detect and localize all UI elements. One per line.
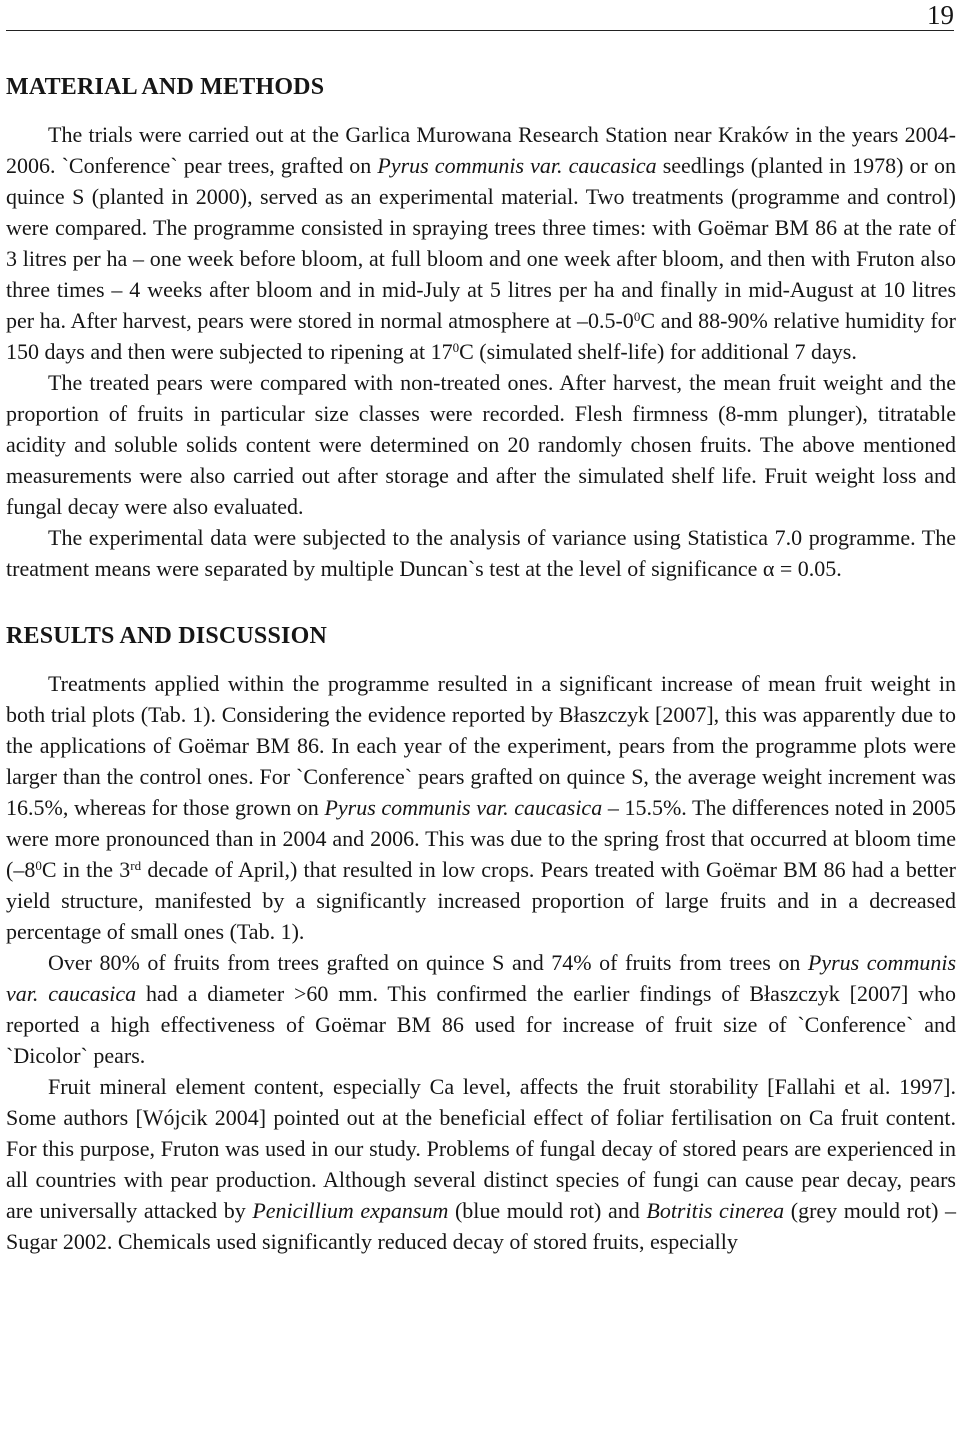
text-run: (grey mould rot) – Sugar 2002. Chemicals used significantly reduced decay of stored fruits, especially <box>6 1198 956 1254</box>
section-heading-results: RESULTS AND DISCUSSION <box>6 623 327 649</box>
species-name: Pyrus communis var. caucasica <box>6 950 957 1006</box>
superscript: 0 <box>452 339 460 355</box>
text-run: C in the 3 <box>41 857 131 882</box>
results-paragraph-1 <box>6 668 956 947</box>
superscript: rd <box>130 857 142 873</box>
header-rule <box>6 30 954 31</box>
text-run: C and 88-90% relative humidity for 150 days and then were subjected to ripening at 17 <box>6 308 956 364</box>
text-run: Fruit mineral element content, especially Ca level, affects the fruit storability [Fallahi et al. 1997]. Some authors [Wójcik 2004] pointed out at the beneficial effect of foliar fertilisation on Ca fruit content. For this purpose, Fruton was used in our study. Problems of fungal decay of stored pears are experienced in all countries with pear production. Although several distinct species of fungi can cause pear decay, pears are universally attacked by <box>6 1074 956 1223</box>
species-name: Botritis cinerea <box>646 1198 785 1223</box>
text-run: seedlings (planted in 1978) or on quince S (planted in 2000), served as an experimental material. Two treatments (programme and control) were compared. The programme consisted in spraying trees three times: with Goëmar BM 86 at the rate of 3 litres per ha – one week before bloom, at full bloom and one week after bloom, and then with Fruton also three times – 4 weeks after bloom and in mid-July at 5 litres per ha and finally in mid-August at 10 litres per ha. After harvest, pears were stored in normal atmosphere at –0.5-0 <box>6 153 956 333</box>
text-run: Over 80% of fruits from trees grafted on quince S and 74% of fruits from trees on <box>48 950 808 975</box>
text-run: had a diameter >60 mm. This confirmed the earlier findings of Błaszczyk [2007] who reported a high effectiveness of Goëmar BM 86 used for increase of fruit size of `Conference` and `Dicolor` pears. <box>6 981 956 1068</box>
methods-paragraph-2: The treated pears were compared with non-treated ones. After harvest, the mean fruit weight and the proportion of fruits in particular size classes were recorded. Flesh firmness (8-mm plunger), titratable acidity and soluble solids content were determined on 20 randomly chosen fruits. The above mentioned measurements were also carried out after storage and after the simulated shelf life. Fruit weight loss and fungal decay were also evaluated. <box>6 370 956 519</box>
page-body <box>6 70 956 1257</box>
superscript: 0 <box>35 857 42 873</box>
superscript: 0 <box>633 308 641 324</box>
text-run: (blue mould rot) and <box>448 1198 647 1223</box>
page-number: 19 <box>927 0 954 30</box>
methods-paragraph-3: The experimental data were subjected to the analysis of variance using Statistica 7.0 programme. The treatment means were separated by multiple Duncan`s test at the level of significance α = 0.05. <box>6 525 956 581</box>
species-name: Pyrus communis var. caucasica <box>324 795 603 820</box>
species-name: Penicillium expansum <box>252 1198 449 1223</box>
section-heading-methods: MATERIAL AND METHODS <box>6 74 325 100</box>
methods-paragraph-1 <box>6 119 956 367</box>
text-run: The trials were carried out at the Garlica Murowana Research Station near Kraków in the years 2004-2006. `Conference` pear trees, grafted on <box>6 122 956 178</box>
results-paragraph-3 <box>6 1071 956 1257</box>
species-name: Pyrus communis var. caucasica <box>377 153 657 178</box>
text-run: Treatments applied within the programme resulted in a significant increase of mean fruit weight in both trial plots (Tab. 1). Considering the evidence reported by Błaszczyk [2007], this was apparently due to the applications of Goëmar BM 86. In each year of the experiment, pears from the programme plots were larger than the control ones. For `Conference` pears grafted on quince S, the average weight increment was 16.5%, whereas for those grown on <box>6 671 956 820</box>
text-run: decade of April,) that resulted in low crops. Pears treated with Goëmar BM 86 had a better yield structure, manifested by a significantly increased proportion of large fruits and in a decreased percentage of small ones (Tab. 1). <box>6 857 956 944</box>
text-run: – 15.5%. The differences noted in 2005 were more pronounced than in 2004 and 2006. This was due to the spring frost that occurred at bloom time (–8 <box>6 795 956 882</box>
results-paragraph-2 <box>6 947 956 1071</box>
text-run: C (simulated shelf-life) for additional 7 days. <box>459 339 857 364</box>
